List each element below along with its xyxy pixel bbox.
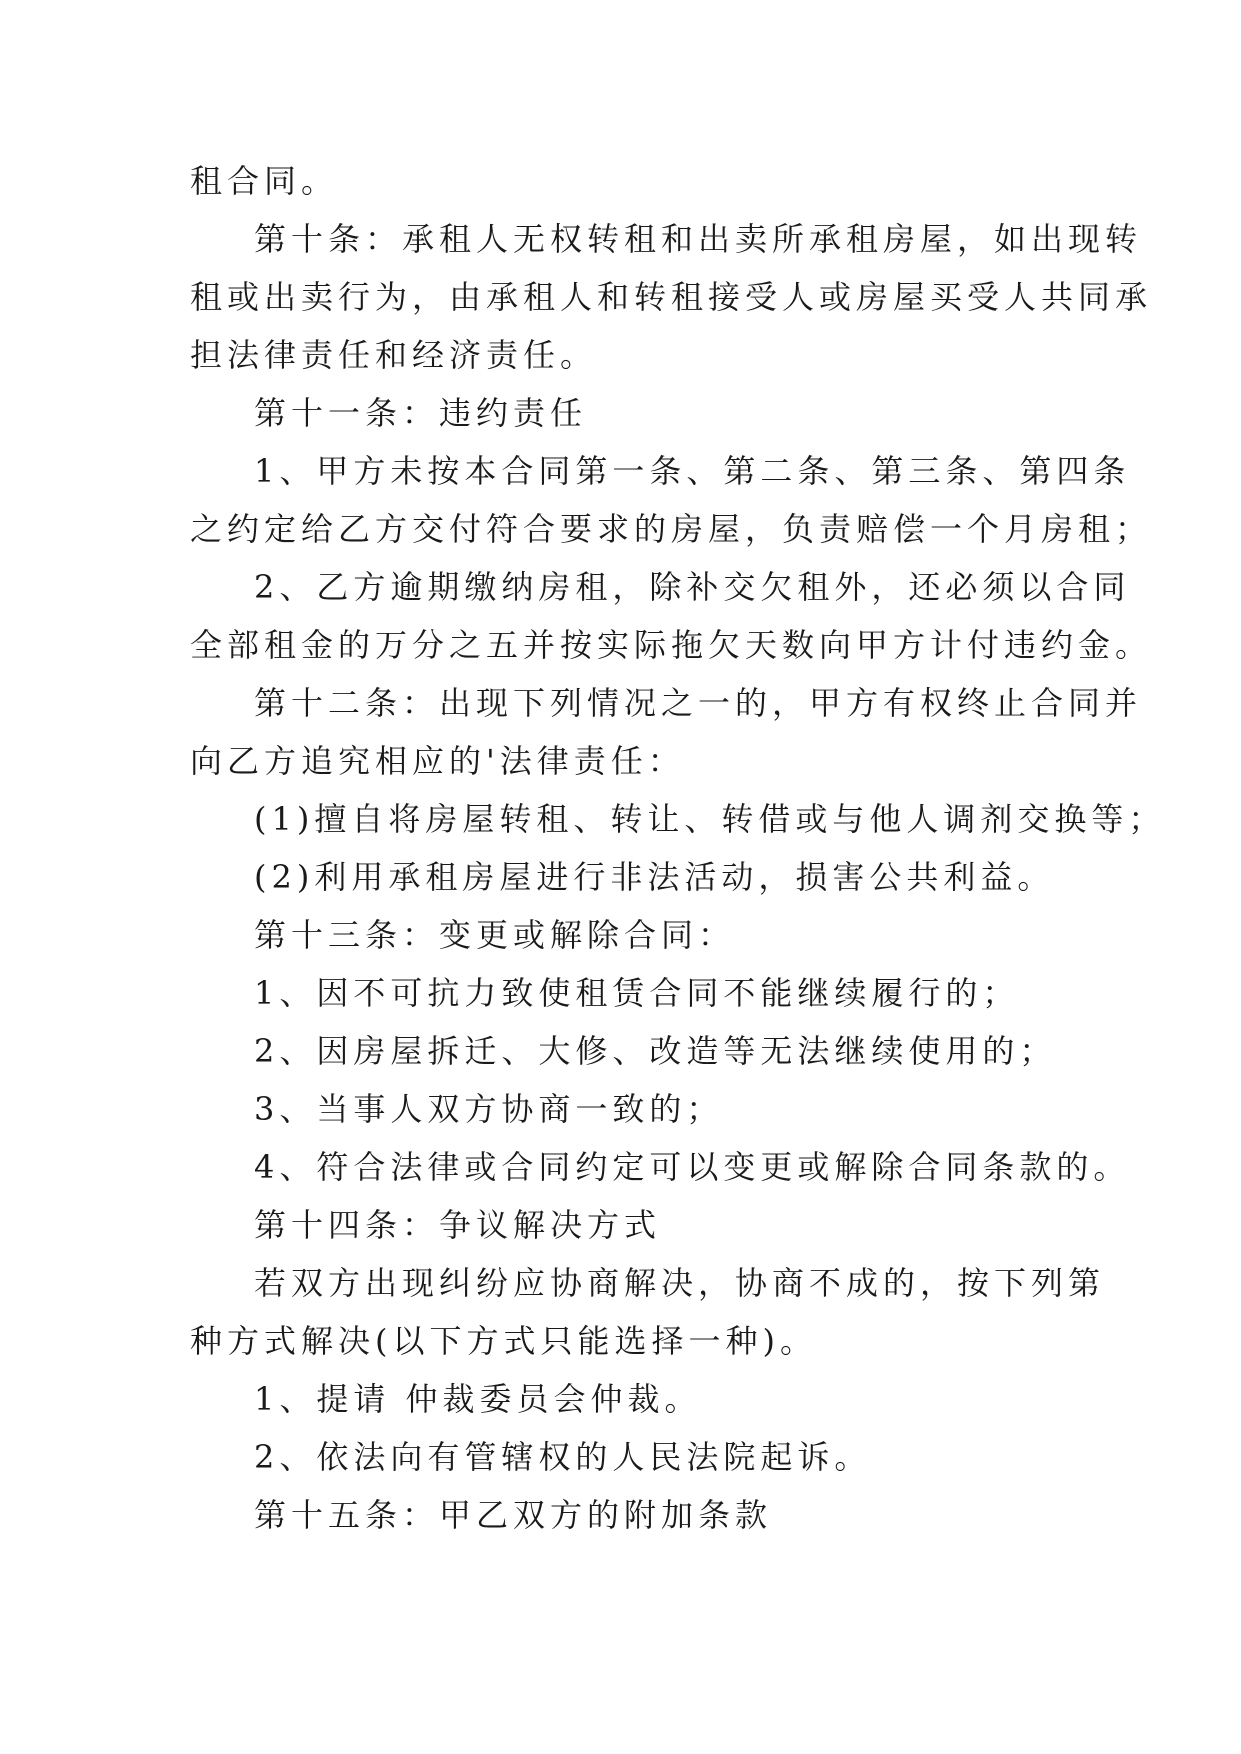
section-heading-13: 第十三条：变更或解除合同： — [254, 916, 736, 954]
text-line-21: 种方式解决(以下方式只能选择一种)。 — [190, 1322, 817, 1360]
section-heading-15: 第十五条：甲乙双方的附加条款 — [254, 1496, 773, 1534]
text-line-16: 2、因房屋拆迁、大修、改造等无法继续使用的； — [254, 1032, 1057, 1070]
text-line-1: 租合同。 — [190, 162, 339, 200]
contract-page — [190, 152, 1166, 1544]
section-heading-14: 第十四条：争议解决方式 — [254, 1206, 662, 1244]
text-line-12: (1)擅自将房屋转租、转让、转借或与他人调剂交换等； — [254, 800, 1166, 838]
text-line-13: (2)利用承租房屋进行非法活动，损害公共利益。 — [254, 858, 1055, 896]
text-line-10: 第十二条：出现下列情况之一的，甲方有权终止合同并 — [254, 684, 1143, 722]
text-line-9: 全部租金的万分之五并按实际拖欠天数向甲方计付违约金。 — [190, 626, 1153, 664]
text-line-17: 3、当事人双方协商一致的； — [254, 1090, 724, 1128]
text-line-6: 1、甲方未按本合同第一条、第二条、第三条、第四条 — [254, 452, 1131, 490]
text-line-3: 租或出卖行为，由承租人和转租接受人或房屋买受人共同承 — [190, 278, 1153, 316]
section-heading-11: 第十一条：违约责任 — [254, 394, 588, 432]
text-line-4: 担法律责任和经济责任。 — [190, 336, 598, 374]
text-line-15: 1、因不可抗力致使租赁合同不能继续履行的； — [254, 974, 1020, 1012]
text-line-2: 第十条：承租人无权转租和出卖所承租房屋，如出现转 — [254, 220, 1143, 258]
text-line-22: 1、提请 仲裁委员会仲裁。 — [254, 1380, 702, 1418]
text-line-11: 向乙方追究相应的'法律责任： — [190, 742, 685, 780]
text-line-18: 4、符合法律或合同约定可以变更或解除合同条款的。 — [254, 1148, 1131, 1186]
text-line-20: 若双方出现纠纷应协商解决，协商不成的，按下列第 — [254, 1264, 1106, 1302]
text-line-23: 2、依法向有管辖权的人民法院起诉。 — [254, 1438, 872, 1476]
text-line-8: 2、乙方逾期缴纳房租，除补交欠租外，还必须以合同 — [254, 568, 1131, 606]
text-line-7: 之约定给乙方交付符合要求的房屋，负责赔偿一个月房租； — [190, 510, 1153, 548]
